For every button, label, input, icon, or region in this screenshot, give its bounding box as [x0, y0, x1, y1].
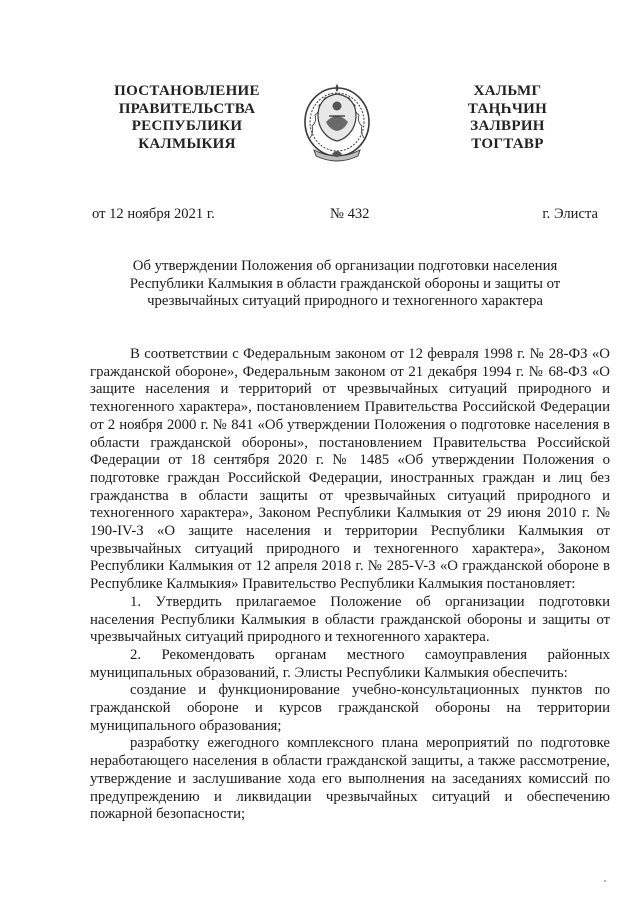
body-paragraph: создание и функционирование учебно-консультационных пунктов по гражданской обороне и курсов гражданской обороны на территории муниципального образования; [90, 682, 610, 734]
body-paragraph: 2. Рекомендовать органам местного самоуправления районных муниципальных образований, г. Элисты Республики Калмыкия обеспечить: [90, 646, 610, 681]
title-line: Об утверждении Положения об организации подготовки населения [132, 258, 558, 274]
issuer-line: РЕСПУБЛИКИ [131, 118, 243, 134]
issuer-line: ЗАЛВРИН [470, 118, 545, 134]
body-paragraph: В соответствии с Федеральным законом от 12 февраля 1998 г. № 28-ФЗ «О гражданской обороне», Федеральным законом от 21 декабря 1994 г. № 68-ФЗ «О защите населения и территорий от чрезвычайных ситуаций природного и техногенного характера», постановлением Правительства Российской Федерации от 2 ноября 2000 г. № 841 «Об утверждении Положения о подготовке населения в области гражданской обороны», постановлением Правительства Российской Федерации от 18 сентября 2020 г. № 1485 «Об утверждении Положения о подготовке граждан Российской Федерации, иностранных граждан и лиц без гражданства в области защиты от чрезвычайных ситуаций природного и техногенного характера», Законом Республики Калмыкия от 29 июня 2010 г. № 190-IV-З «О защите населения и территории Республики Калмыкия от чрезвычайных ситуаций природного и техногенного характера», Законом Республики Калмыкия от 12 апреля 2018 г. № 285-V-З «О гражданской обороне в Республике Калмыкия» Правительство Республики Калмыкия постановляет: [90, 346, 610, 593]
issuer-block-russian [92, 83, 282, 153]
issuer-line: ПРАВИТЕЛЬСТВА [118, 100, 256, 117]
decree-city: г. Элиста [542, 206, 598, 222]
scan-speck [604, 880, 606, 882]
decree-number: № 432 [330, 206, 370, 222]
decree-date: от 12 ноября 2021 г. [92, 206, 215, 222]
kalmykia-coat-of-arms-icon [302, 78, 372, 166]
body-paragraph: разработку ежегодного комплексного плана мероприятий по подготовке неработающего населения в области гражданской защиты, а также рассмотрение, утверждение и заслушивание хода его выполнения на заседаниях комиссий по предупреждению и ликвидации чрезвычайных ситуаций и обеспечению пожарной безопасности; [90, 735, 610, 823]
issuer-block-kalmyk [450, 83, 565, 153]
title-line: чрезвычайных ситуаций природного и техногенного характера [147, 293, 543, 309]
title-line: Республики Калмыкия в области гражданской обороны и защиты от [129, 275, 561, 292]
issuer-line: ПОСТАНОВЛЕНИЕ [114, 83, 260, 99]
body-paragraph: 1. Утвердить прилагаемое Положение об организации подготовки населения Республики Калмыкия в области гражданской обороны и защиты от чрезвычайных ситуаций природного и техногенного характера. [90, 593, 610, 646]
issuer-line: ХАЛЬМГ [473, 83, 542, 99]
issuer-line: ТОГТАВР [471, 135, 544, 152]
decree-body [90, 346, 610, 824]
issuer-line: ТАҢҺЧИН [467, 100, 548, 117]
issuer-line: КАЛМЫКИЯ [138, 135, 236, 152]
decree-title [92, 258, 598, 311]
